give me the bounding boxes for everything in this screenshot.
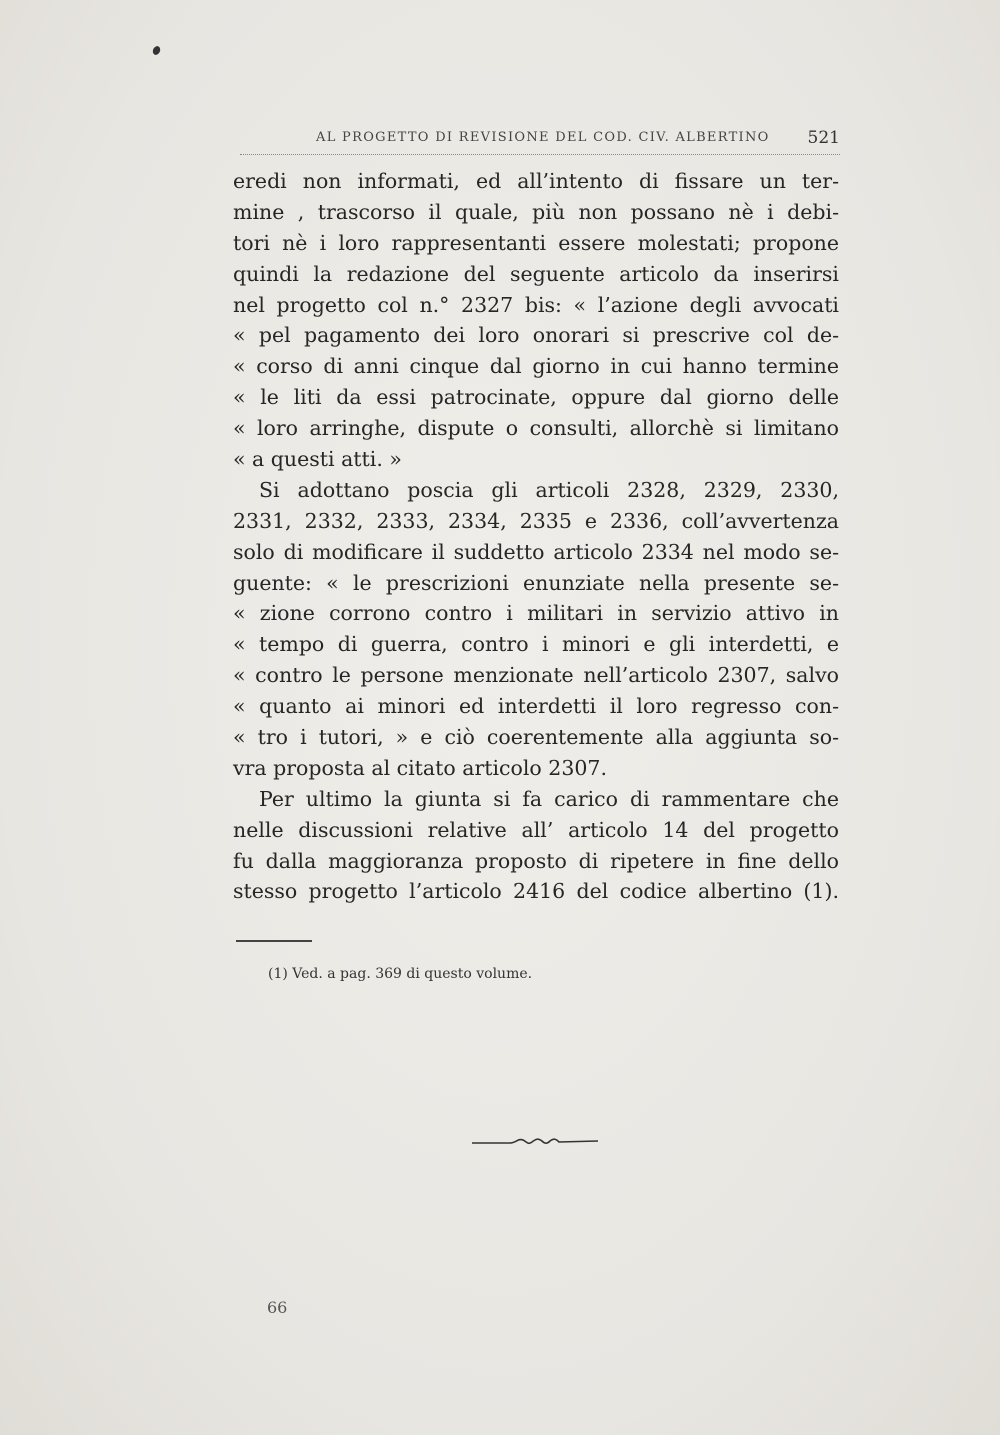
end-ornament: [470, 1133, 600, 1151]
signature-mark: 66: [267, 1298, 288, 1317]
text-line: « quanto ai minori ed interdetti il loro regresso con-: [233, 694, 839, 719]
text-line: guente: « le prescrizioni enunziate nella presente se-: [233, 570, 839, 595]
running-title: AL PROGETTO DI REVISIONE DEL COD. CIV. ALBERTINO: [316, 130, 770, 145]
text-line: tori nè i loro rappresentanti essere molestati; propone: [233, 230, 839, 255]
text-line: « tempo di guerra, contro i minori e gli interdetti, e: [233, 632, 839, 657]
paragraph-start-line: Si adottano poscia gli articoli 2328, 2329, 2330,: [259, 477, 839, 502]
text-line: quindi la redazione del seguente articolo da inserirsi: [233, 261, 839, 286]
paragraph-start-line: Per ultimo la giunta si fa carico di rammentare che: [259, 786, 839, 811]
text-line: « corso di anni cinque dal giorno in cui hanno termine: [233, 354, 839, 379]
body-text: [233, 166, 839, 907]
ink-speck: [151, 45, 161, 56]
header-rule: [240, 154, 840, 155]
text-line: mine , trascorso il quale, più non possano nè i debi-: [233, 199, 839, 224]
page-number: 521: [807, 128, 840, 148]
text-line: stesso progetto l’articolo 2416 del codice albertino (1).: [233, 879, 839, 904]
text-line: vra proposta al citato articolo 2307.: [233, 755, 607, 780]
page-header: [316, 128, 840, 148]
text-line: « tro i tutori, » e ciò coerentemente alla aggiunta so-: [233, 725, 839, 750]
text-line: « a questi atti. »: [233, 447, 402, 472]
text-line: « zione corrono contro i militari in servizio attivo in: [233, 601, 839, 626]
text-line: solo di modificare il suddetto articolo 2334 nel modo se-: [233, 539, 839, 564]
text-line: eredi non informati, ed all’intento di fissare un ter-: [233, 169, 839, 193]
text-line: « loro arringhe, dispute o consulti, allorchè si limitano: [233, 416, 839, 441]
text-line: « le liti da essi patrocinate, oppure dal giorno delle: [233, 385, 839, 410]
text-line: « pel pagamento dei loro onorari si prescrive col de-: [233, 323, 839, 348]
text-line: « contro le persone menzionate nell’articolo 2307, salvo: [233, 663, 839, 688]
text-line: fu dalla maggioranza proposto di ripetere in fine dello: [233, 848, 839, 873]
text-line: nelle discussioni relative all’ articolo 14 del progetto: [233, 817, 839, 842]
footnote: (1) Ved. a pag. 369 di questo volume.: [268, 966, 533, 982]
text-line: nel progetto col n.° 2327 bis: « l’azione degli avvocati: [233, 292, 839, 317]
footnote-rule: [236, 940, 312, 942]
text-line: 2331, 2332, 2333, 2334, 2335 e 2336, coll’avvertenza: [233, 508, 839, 533]
